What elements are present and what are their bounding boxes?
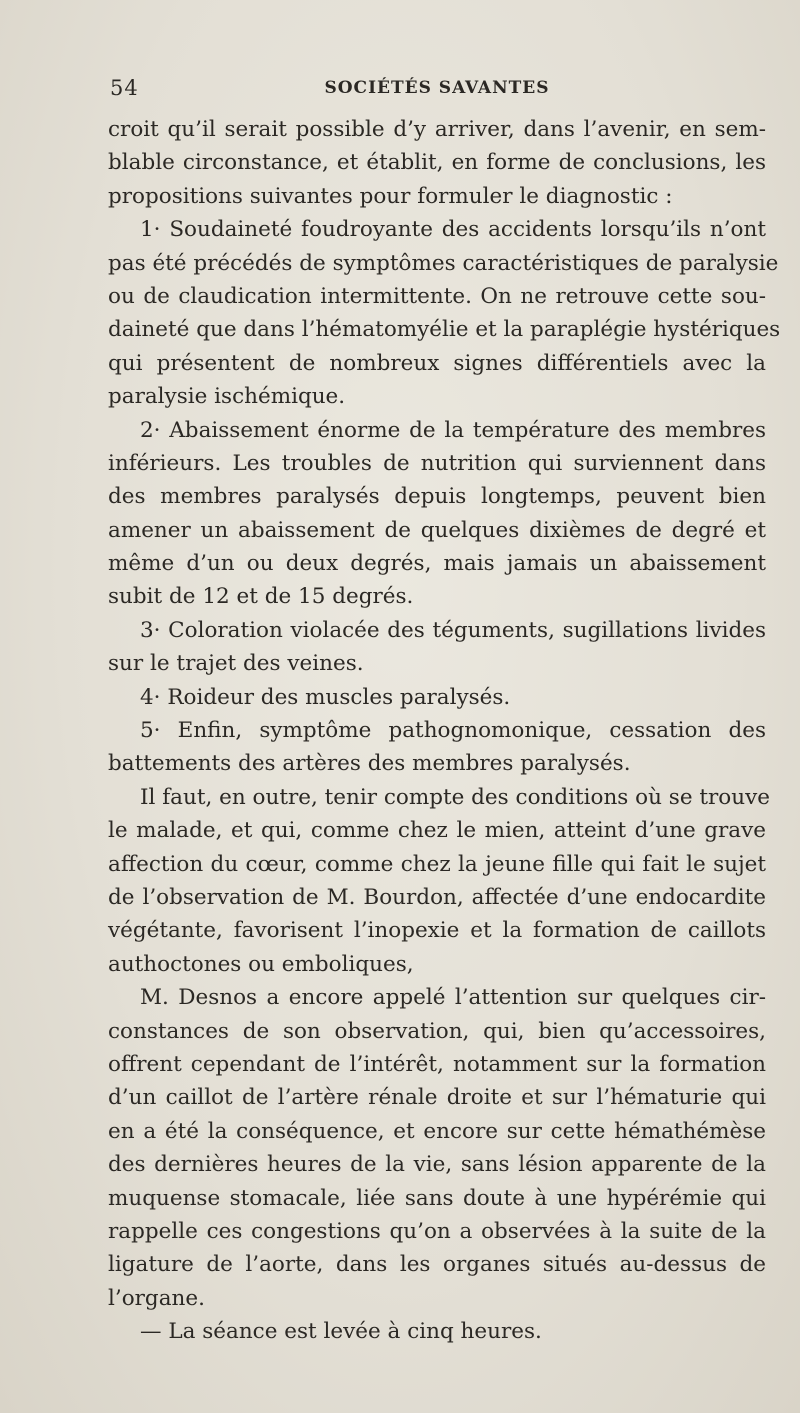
text-line: propositions suivantes pour formuler le diagnostic : [108, 183, 673, 209]
text-line: M. Desnos a encore appelé l’attention sur quelques cir- [140, 985, 766, 1011]
text-line: pas été précédés de symptômes caractéristiques de paralysie [108, 250, 779, 276]
body-text [108, 113, 781, 1348]
text-line: Il faut, en outre, tenir compte des conditions où se trouve [140, 784, 770, 810]
text-line: de l’observation de M. Bourdon, affectée d’une endocardite [108, 884, 766, 910]
text-line: d’un caillot de l’artère rénale droite et sur l’hématurie qui [108, 1085, 766, 1111]
page-number: 54 [110, 76, 139, 100]
text-line: même d’un ou deux degrés, mais jamais un abaissement [108, 551, 766, 577]
text-line: 5· Enfin, symptôme pathognomonique, cessation des [140, 718, 766, 744]
text-line: le malade, et qui, comme chez le mien, atteint d’une grave [108, 818, 766, 844]
text-line: ou de claudication intermittente. On ne retrouve cette sou- [108, 283, 766, 309]
text-line: des dernières heures de la vie, sans lésion apparente de la [108, 1152, 766, 1178]
page-header [110, 76, 764, 106]
text-line: 4· Roideur des muscles paralysés. [140, 684, 511, 710]
text-line: amener un abaissement de quelques dixièmes de degré et [108, 517, 766, 543]
text-line: ligature de l’aorte, dans les organes situés au-dessus de [108, 1252, 766, 1278]
text-line: en a été la conséquence, et encore sur cette hémathémèse [108, 1118, 766, 1144]
text-line: 2· Abaissement énorme de la température des membres [140, 417, 766, 443]
text-line: des membres paralysés depuis longtemps, peuvent bien [108, 484, 766, 510]
text-line: croit qu’il serait possible d’y arriver, dans l’avenir, en sem- [108, 117, 766, 142]
text-line: — La séance est levée à cinq heures. [140, 1319, 542, 1345]
text-line: authoctones ou emboliques, [108, 951, 414, 977]
text-line: affection du cœur, comme chez la jeune fille qui fait le sujet [108, 851, 766, 877]
text-line: végétante, favorisent l’inopexie et la formation de caillots [108, 918, 766, 944]
text-line: blable circonstance, et établit, en forme de conclusions, les [108, 150, 766, 176]
text-line: qui présentent de nombreux signes différentiels avec la [108, 350, 766, 376]
running-title: SOCIÉTÉS SAVANTES [324, 78, 550, 98]
text-line: 1· Soudaineté foudroyante des accidents lorsqu’ils n’ont [140, 217, 766, 243]
text-line: sur le trajet des veines. [108, 651, 364, 677]
text-line: rappelle ces congestions qu’on a observées à la suite de la [108, 1218, 766, 1244]
text-line: subit de 12 et de 15 degrés. [108, 584, 414, 610]
text-line: inférieurs. Les troubles de nutrition qui surviennent dans [108, 450, 766, 476]
text-line: daineté que dans l’hématomyélie et la paraplégie hystériques [108, 317, 781, 343]
text-line: paralysie ischémique. [108, 384, 346, 410]
text-line: 3· Coloration violacée des téguments, sugillations livides [140, 617, 766, 643]
text-line: constances de son observation, qui, bien qu’accessoires, [108, 1018, 766, 1044]
text-line: battements des artères des membres paralysés. [108, 751, 631, 777]
text-line: muquense stomacale, liée sans doute à une hypérémie qui [108, 1185, 766, 1211]
text-line: l’organe. [108, 1285, 205, 1311]
text-line: offrent cependant de l’intérêt, notamment sur la formation [108, 1051, 766, 1077]
